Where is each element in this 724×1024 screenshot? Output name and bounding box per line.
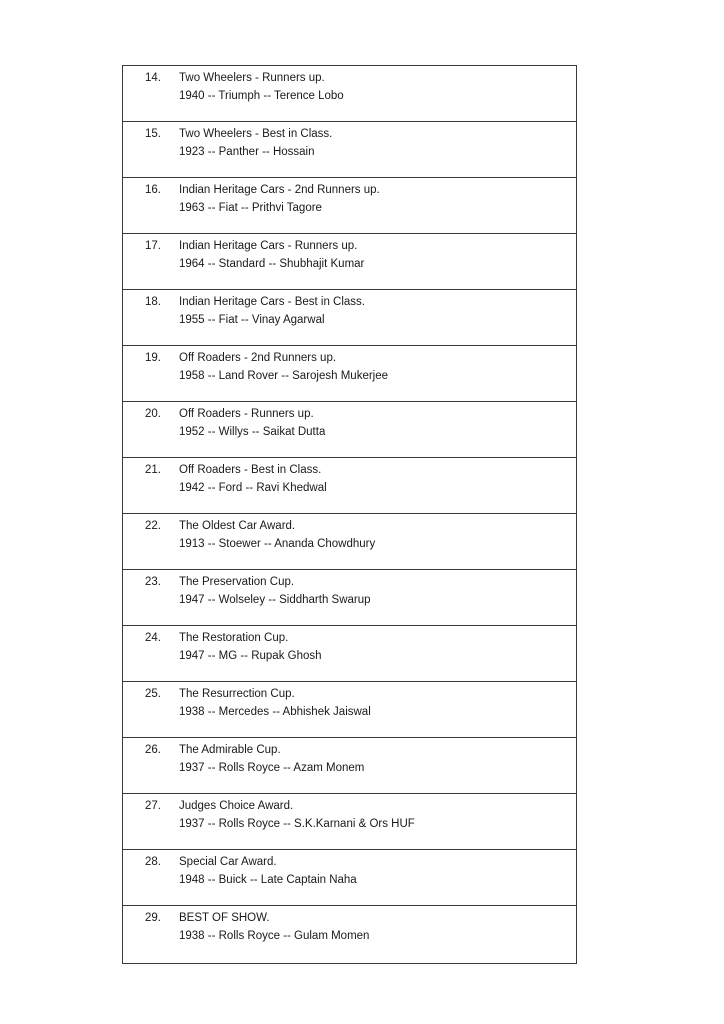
award-number: 20. bbox=[145, 408, 161, 420]
award-row bbox=[123, 346, 577, 402]
award-number-cell bbox=[123, 738, 180, 794]
award-row bbox=[123, 514, 577, 570]
award-info-cell bbox=[179, 514, 577, 570]
award-detail: 1963 -- Fiat -- Prithvi Tagore bbox=[179, 202, 322, 214]
award-number: 22. bbox=[145, 520, 161, 532]
award-detail: 1952 -- Willys -- Saikat Dutta bbox=[179, 426, 326, 438]
award-info-cell bbox=[179, 682, 577, 738]
award-category: The Preservation Cup. bbox=[179, 576, 295, 588]
award-info-cell bbox=[179, 346, 577, 402]
award-info-cell bbox=[179, 906, 577, 964]
award-info-cell bbox=[179, 626, 577, 682]
award-number: 26. bbox=[145, 744, 161, 756]
award-category: Two Wheelers - Best in Class. bbox=[179, 128, 333, 140]
award-info-cell bbox=[179, 290, 577, 346]
award-category: Two Wheelers - Runners up. bbox=[179, 72, 325, 84]
award-number-cell bbox=[123, 178, 180, 234]
award-category: BEST OF SHOW. bbox=[179, 912, 270, 924]
award-detail: 1942 -- Ford -- Ravi Khedwal bbox=[179, 482, 327, 494]
award-number-cell bbox=[123, 906, 180, 964]
award-number: 24. bbox=[145, 632, 161, 644]
award-info-cell bbox=[179, 66, 577, 122]
award-detail: 1923 -- Panther -- Hossain bbox=[179, 146, 315, 158]
award-number-cell bbox=[123, 66, 180, 122]
award-row bbox=[123, 570, 577, 626]
award-row bbox=[123, 234, 577, 290]
award-detail: 1937 -- Rolls Royce -- S.K.Karnani & Ors HUF bbox=[179, 818, 415, 830]
award-number-cell bbox=[123, 234, 180, 290]
award-number: 17. bbox=[145, 240, 161, 252]
award-row bbox=[123, 738, 577, 794]
award-number-cell bbox=[123, 794, 180, 850]
award-info-cell bbox=[179, 570, 577, 626]
award-info-cell bbox=[179, 458, 577, 514]
award-category: Indian Heritage Cars - Best in Class. bbox=[179, 296, 365, 308]
award-row bbox=[123, 626, 577, 682]
award-category: Off Roaders - Best in Class. bbox=[179, 464, 322, 476]
award-detail: 1937 -- Rolls Royce -- Azam Monem bbox=[179, 762, 365, 774]
award-number-cell bbox=[123, 290, 180, 346]
award-number: 21. bbox=[145, 464, 161, 476]
award-row bbox=[123, 458, 577, 514]
award-number: 28. bbox=[145, 856, 161, 868]
award-info-cell bbox=[179, 794, 577, 850]
award-row bbox=[123, 794, 577, 850]
award-number: 25. bbox=[145, 688, 161, 700]
award-category: Judges Choice Award. bbox=[179, 800, 294, 812]
award-number-cell bbox=[123, 122, 180, 178]
award-category: The Resurrection Cup. bbox=[179, 688, 295, 700]
award-detail: 1940 -- Triumph -- Terence Lobo bbox=[179, 90, 344, 102]
award-row bbox=[123, 66, 577, 122]
award-category: The Oldest Car Award. bbox=[179, 520, 296, 532]
award-info-cell bbox=[179, 738, 577, 794]
award-number-cell bbox=[123, 570, 180, 626]
award-number-cell bbox=[123, 850, 180, 906]
awards-table-body bbox=[123, 66, 577, 964]
award-info-cell bbox=[179, 402, 577, 458]
award-detail: 1947 -- Wolseley -- Siddharth Swarup bbox=[179, 594, 371, 606]
award-category: Off Roaders - Runners up. bbox=[179, 408, 314, 420]
award-number-cell bbox=[123, 402, 180, 458]
award-info-cell bbox=[179, 234, 577, 290]
award-row bbox=[123, 178, 577, 234]
award-info-cell bbox=[179, 178, 577, 234]
award-row bbox=[123, 906, 577, 964]
award-row bbox=[123, 850, 577, 906]
award-detail: 1958 -- Land Rover -- Sarojesh Mukerjee bbox=[179, 370, 389, 382]
award-info-cell bbox=[179, 850, 577, 906]
award-number: 29. bbox=[145, 912, 161, 924]
award-number-cell bbox=[123, 458, 180, 514]
award-number-cell bbox=[123, 514, 180, 570]
award-number-cell bbox=[123, 682, 180, 738]
award-number: 16. bbox=[145, 184, 161, 196]
award-row bbox=[123, 682, 577, 738]
award-number: 27. bbox=[145, 800, 161, 812]
award-detail: 1938 -- Rolls Royce -- Gulam Momen bbox=[179, 930, 370, 942]
award-number: 14. bbox=[145, 72, 161, 84]
award-info-cell bbox=[179, 122, 577, 178]
award-detail: 1955 -- Fiat -- Vinay Agarwal bbox=[179, 314, 325, 326]
award-row bbox=[123, 402, 577, 458]
award-number: 23. bbox=[145, 576, 161, 588]
award-row bbox=[123, 290, 577, 346]
award-category: The Admirable Cup. bbox=[179, 744, 281, 756]
award-number: 19. bbox=[145, 352, 161, 364]
award-number-cell bbox=[123, 626, 180, 682]
award-row bbox=[123, 122, 577, 178]
award-detail: 1938 -- Mercedes -- Abhishek Jaiswal bbox=[179, 706, 371, 718]
award-number-cell bbox=[123, 346, 180, 402]
award-number: 15. bbox=[145, 128, 161, 140]
award-detail: 1947 -- MG -- Rupak Ghosh bbox=[179, 650, 322, 662]
award-category: The Restoration Cup. bbox=[179, 632, 289, 644]
award-category: Off Roaders - 2nd Runners up. bbox=[179, 352, 337, 364]
award-number: 18. bbox=[145, 296, 161, 308]
award-detail: 1913 -- Stoewer -- Ananda Chowdhury bbox=[179, 538, 376, 550]
award-category: Indian Heritage Cars - Runners up. bbox=[179, 240, 358, 252]
awards-table bbox=[122, 65, 577, 964]
award-category: Indian Heritage Cars - 2nd Runners up. bbox=[179, 184, 380, 196]
award-detail: 1948 -- Buick -- Late Captain Naha bbox=[179, 874, 357, 886]
award-detail: 1964 -- Standard -- Shubhajit Kumar bbox=[179, 258, 365, 270]
award-category: Special Car Award. bbox=[179, 856, 277, 868]
